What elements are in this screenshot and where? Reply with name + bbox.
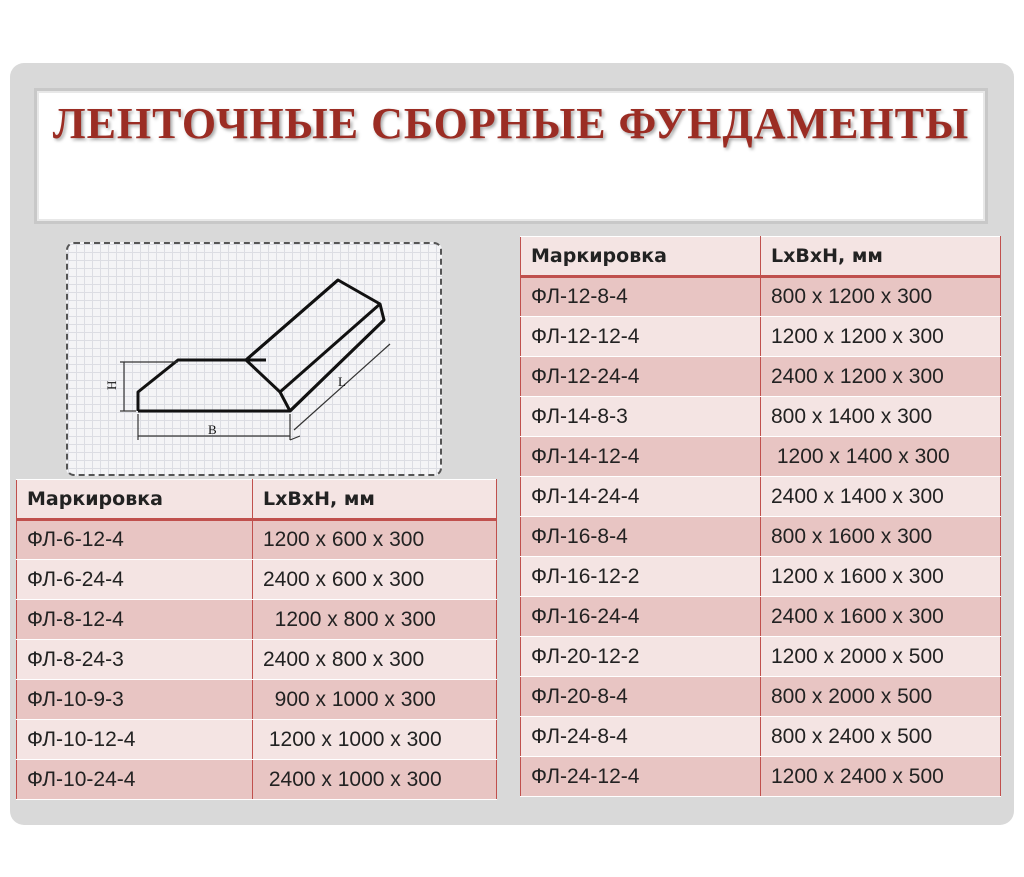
cell-marking: ФЛ-24-8-4 <box>521 717 761 757</box>
table-row <box>521 477 1001 517</box>
cell-marking: ФЛ-14-24-4 <box>521 477 761 517</box>
cell-marking: ФЛ-20-8-4 <box>521 677 761 717</box>
table-row <box>521 397 1001 437</box>
cell-dimensions: 1200 x 1000 x 300 <box>253 720 497 760</box>
cell-dimensions: 1200 x 800 x 300 <box>253 600 497 640</box>
table-row <box>17 760 497 800</box>
cell-dimensions: 1200 x 1400 x 300 <box>761 437 1001 477</box>
cell-marking: ФЛ-10-24-4 <box>17 760 253 800</box>
table-row <box>521 357 1001 397</box>
cell-marking: ФЛ-24-12-4 <box>521 757 761 797</box>
cell-marking: ФЛ-6-24-4 <box>17 560 253 600</box>
page-title: ЛЕНТОЧНЫЕ СБОРНЫЕ ФУНДАМЕНТЫ <box>52 99 970 148</box>
cell-marking: ФЛ-14-12-4 <box>521 437 761 477</box>
cell-marking: ФЛ-12-24-4 <box>521 357 761 397</box>
table-row <box>521 517 1001 557</box>
table-row <box>521 677 1001 717</box>
table-row <box>17 600 497 640</box>
cell-marking: ФЛ-20-12-2 <box>521 637 761 677</box>
table-row <box>521 597 1001 637</box>
cell-dimensions: 1200 x 2400 x 500 <box>761 757 1001 797</box>
table-header-row <box>17 480 497 520</box>
cell-marking: ФЛ-10-12-4 <box>17 720 253 760</box>
cell-marking: ФЛ-14-8-3 <box>521 397 761 437</box>
table-row <box>521 757 1001 797</box>
table-row <box>521 637 1001 677</box>
cell-dimensions: 1200 x 1600 x 300 <box>761 557 1001 597</box>
table-row <box>17 680 497 720</box>
header-marking: Маркировка <box>521 237 761 277</box>
cell-marking: ФЛ-8-12-4 <box>17 600 253 640</box>
spec-table-left <box>16 479 497 800</box>
table-header-row <box>521 237 1001 277</box>
cell-dimensions: 800 x 1200 x 300 <box>761 277 1001 317</box>
table-row <box>17 560 497 600</box>
cell-marking: ФЛ-16-8-4 <box>521 517 761 557</box>
label-h: H <box>104 380 119 390</box>
cell-dimensions: 1200 x 2000 x 500 <box>761 637 1001 677</box>
cell-marking: ФЛ-6-12-4 <box>17 520 253 560</box>
label-l: L <box>338 374 346 389</box>
table-row <box>521 437 1001 477</box>
cell-marking: ФЛ-12-12-4 <box>521 317 761 357</box>
cell-dimensions: 2400 x 1200 x 300 <box>761 357 1001 397</box>
header-dimensions: LxBxH, мм <box>761 237 1001 277</box>
cell-marking: ФЛ-16-24-4 <box>521 597 761 637</box>
cell-dimensions: 2400 x 1000 x 300 <box>253 760 497 800</box>
table-row <box>17 520 497 560</box>
cell-dimensions: 1200 x 1200 x 300 <box>761 317 1001 357</box>
cell-marking: ФЛ-16-12-2 <box>521 557 761 597</box>
cell-dimensions: 800 x 2400 x 500 <box>761 717 1001 757</box>
header-dimensions: LxBxH, мм <box>253 480 497 520</box>
cell-marking: ФЛ-12-8-4 <box>521 277 761 317</box>
table-row <box>521 317 1001 357</box>
table-row <box>17 720 497 760</box>
table-row <box>521 557 1001 597</box>
cell-dimensions: 2400 x 800 x 300 <box>253 640 497 680</box>
cell-dimensions: 2400 x 1400 x 300 <box>761 477 1001 517</box>
cell-marking: ФЛ-10-9-3 <box>17 680 253 720</box>
cell-dimensions: 800 x 1400 x 300 <box>761 397 1001 437</box>
cell-dimensions: 800 x 1600 x 300 <box>761 517 1001 557</box>
cell-dimensions: 2400 x 1600 x 300 <box>761 597 1001 637</box>
table-row <box>521 717 1001 757</box>
foundation-block-drawing <box>68 244 444 478</box>
spec-table-right <box>520 236 1001 797</box>
block-slope-edge <box>178 360 290 411</box>
cell-dimensions: 900 x 1000 x 300 <box>253 680 497 720</box>
cell-dimensions: 800 x 2000 x 500 <box>761 677 1001 717</box>
block-base-edge <box>290 320 384 411</box>
label-b: B <box>208 422 217 437</box>
cell-dimensions: 1200 x 600 x 300 <box>253 520 497 560</box>
table-row <box>17 640 497 680</box>
cell-dimensions: 2400 x 600 x 300 <box>253 560 497 600</box>
foundation-diagram <box>66 242 442 476</box>
table-row <box>521 277 1001 317</box>
cell-marking: ФЛ-8-24-3 <box>17 640 253 680</box>
dimension-extension <box>290 436 300 440</box>
block-ridge-edge <box>246 280 338 360</box>
header-marking: Маркировка <box>17 480 253 520</box>
